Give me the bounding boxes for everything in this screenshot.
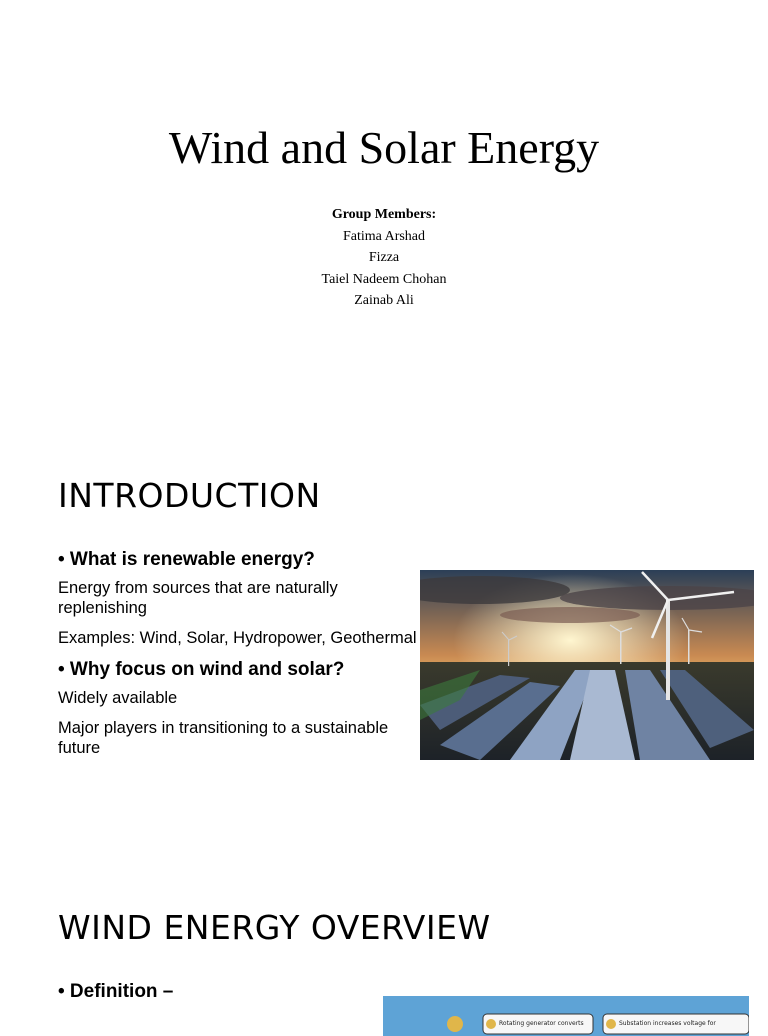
- presentation-title: Wind and Solar Energy: [168, 122, 600, 173]
- bullet-question: • What is renewable energy?: [58, 549, 315, 570]
- introduction-slide: [0, 432, 768, 864]
- slide-heading: WIND ENERGY OVERVIEW: [58, 908, 491, 947]
- member-name: Zainab Ali: [354, 293, 414, 308]
- group-members: [0, 204, 768, 312]
- bullet-question: • Why focus on wind and solar?: [58, 659, 345, 680]
- wind-energy-diagram: [383, 996, 749, 1036]
- intro-bullets: [58, 548, 418, 768]
- slide-heading: INTRODUCTION: [58, 476, 321, 515]
- bullet-detail: Examples: Wind, Solar, Hydropower, Geothermal: [58, 629, 417, 647]
- member-name: Fatima Arshad: [342, 228, 426, 244]
- bullet-detail: Major players in transitioning to a sustainable future: [58, 719, 389, 757]
- wind-energy-slide: [0, 864, 768, 1027]
- diagram-step-1: Rotating generator converts: [499, 1020, 584, 1027]
- bullet-detail: Widely available: [58, 689, 178, 707]
- wind-solar-photo: [420, 570, 754, 760]
- member-name: Fizza: [368, 250, 400, 265]
- bullet-detail: Energy from sources that are naturally replenishing: [58, 579, 338, 617]
- members-heading: Group Members:: [331, 207, 437, 222]
- title-slide: [0, 0, 768, 432]
- diagram-step-2: Substation increases voltage for: [619, 1020, 716, 1027]
- member-name: Taiel Nadeem Chohan: [321, 271, 447, 287]
- definition-bullet: • Definition –: [58, 981, 174, 1002]
